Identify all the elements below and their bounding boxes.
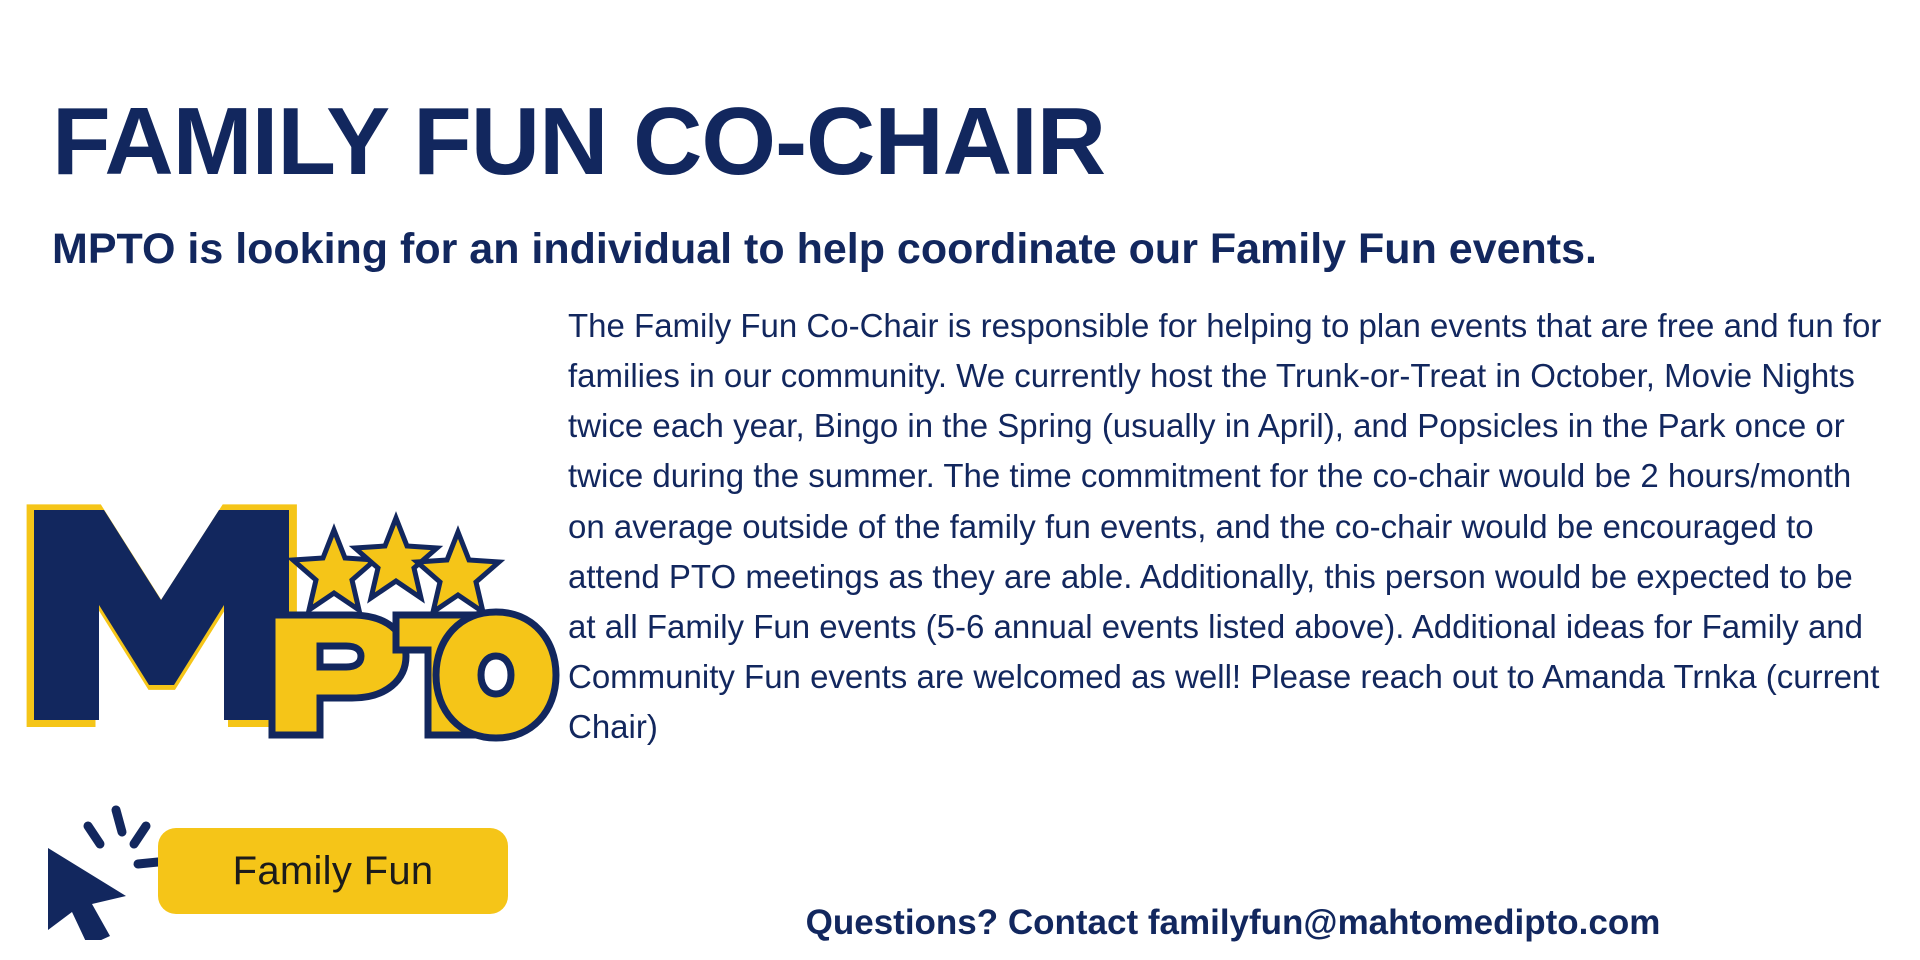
body-paragraph: The Family Fun Co-Chair is responsible for helping to plan events that are free and fun for families in our community. We currently host the Trunk-or-Treat in October, Movie Nights twice each year, Bingo in the Spring (usually in April), and Popsicles in the Park once or twice during the summer. The time commitment for the co-chair would be 2 hours/month on average outside of the family fun events, and the co-chair would be encouraged to attend PTO meetings as they are able. Additionally, this person would be expected to be at all Family Fun events (5-6 annual events listed above). Additional ideas for Family and Community Fun events are welcomed as well! Please reach out to Amanda Trnka (current Chair) — [568, 307, 1882, 746]
logo-letter-m-group — [27, 504, 297, 727]
contact-line: Questions? Contact familyfun@mahtomedipto.com — [805, 903, 1661, 942]
family-fun-button[interactable] — [158, 828, 508, 914]
logo-letters-pto-group — [272, 612, 556, 738]
subheading: MPTO is looking for an individual to help coordinate our Family Fun events. — [52, 224, 1597, 273]
family-fun-button-label: Family Fun — [232, 848, 434, 893]
star-icon-group — [293, 518, 499, 612]
page-title: FAMILY FUN CO-CHAIR — [52, 88, 1106, 196]
mpto-logo — [24, 470, 584, 770]
